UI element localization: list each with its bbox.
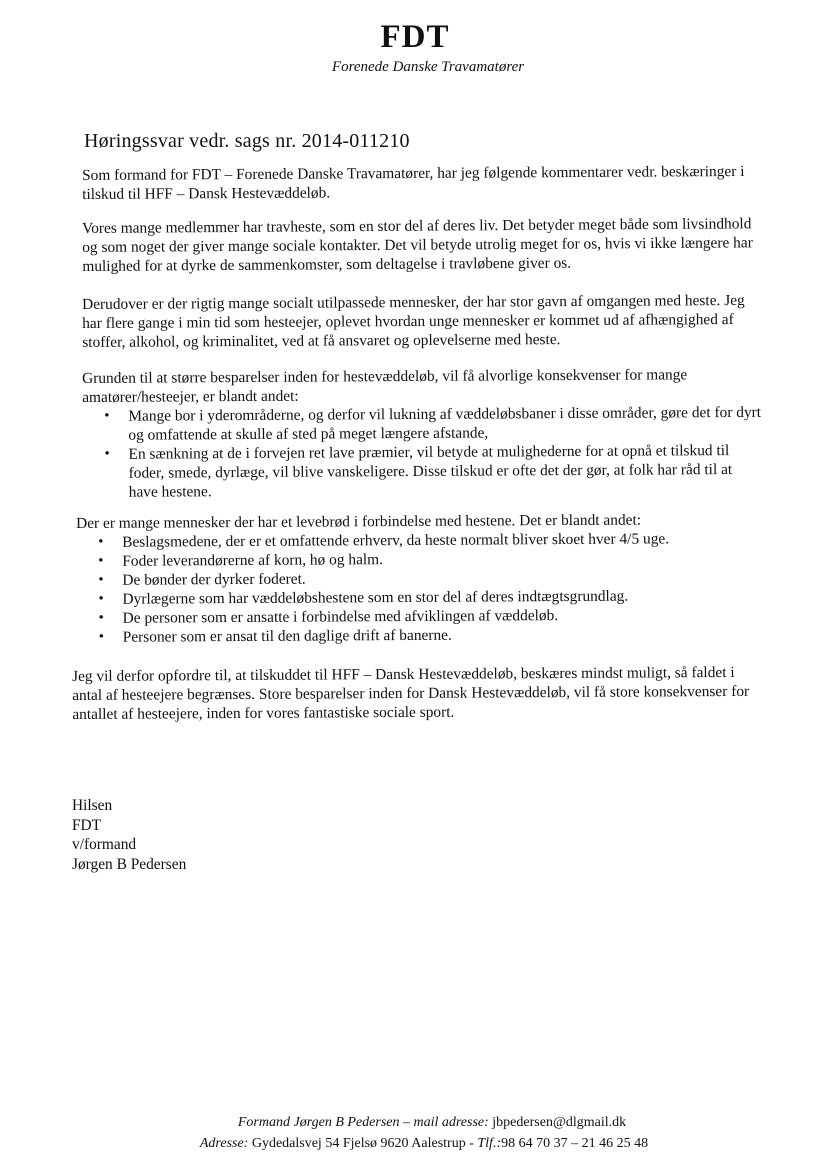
letter-heading: Høringssvar vedr. sags nr. 2014-011210 bbox=[84, 130, 410, 152]
bullet-icon: • bbox=[98, 571, 104, 588]
letterhead-subtitle: Forenede Danske Travamatører bbox=[331, 59, 525, 75]
footer-chairman-label: Formand Jørgen B Pedersen – mail adresse: bbox=[237, 1115, 489, 1130]
bullet-icon: • bbox=[104, 407, 110, 424]
signoff-block bbox=[72, 796, 186, 874]
footer-email: jbpedersen@dlgmail.dk bbox=[492, 1115, 627, 1130]
footer-line-address bbox=[10, 1134, 828, 1154]
list-item bbox=[82, 403, 762, 445]
bullet-icon: • bbox=[98, 628, 105, 645]
list-item-text: Foder leverandørerne af korn, hø og halm. bbox=[122, 551, 384, 570]
list-item-text: Personer som er ansat til den daglige drift af banerne. bbox=[122, 626, 452, 646]
letter-body bbox=[72, 162, 762, 744]
list-item-text: Beslagsmedene, der er et omfattende erhverv, da heste normalt bliver skoet hver 4/5 uge. bbox=[122, 530, 670, 551]
signoff-org: FDT bbox=[72, 816, 102, 834]
social-paragraph: Derudover er der rigtig mange socialt utilpassede mennesker, der har stor gavn af omgangen med heste. Jeg har flere gange i min tid som hesteejer, oplevet hvordan unge mennesker er kommet ud af afhængighed af stoffer, alkohol, og kriminalitet, ved at få ansvaret og oplevelserne med heste. bbox=[82, 291, 745, 351]
letterhead-title: FDT bbox=[380, 19, 450, 55]
list-item-text: Mange bor i yderområderne, og derfor vil lukning af væddeløbsbaner i disse områder, gøre det for dyrt og omfattende at skulle af sted på meget længere afstande, bbox=[128, 403, 762, 444]
members-paragraph: Vores mange medlemmer har travheste, som en stor del af deres liv. Det betyder meget både som livsindhold og som noget der giver mange sociale kontakter. Det vil betyde utrolig meget for os, hvis vi ikke længere har mulighed for at dyrke de sammenkomster, som deltagelse i travløbene giver os. bbox=[82, 215, 753, 275]
footer-phones: 98 64 70 37 – 21 46 25 48 bbox=[501, 1136, 649, 1151]
livelihood-section bbox=[76, 510, 763, 647]
list-item-text: En sænkning at de i forvejen ret lave præmier, vil betyde at mulighederne for at opnå et tilskud til foder, smede, dyrlæge, vil blive vanskeligere. Disse tilskud er ofte det der gør, at folk har råd til at have hestene. bbox=[128, 442, 733, 501]
reasons-intro: Grunden til at større besparelser inden for hestevæddeløb, vil få alvorlige konsekvenser for mange amatører/hesteejer, er blandt andet: bbox=[82, 366, 688, 406]
list-item-text: Dyrlægerne som har væddeløbshestene som en stor del af deres indtægtsgrundlag. bbox=[122, 587, 629, 608]
reasons-list bbox=[82, 403, 763, 502]
reasons-section bbox=[82, 365, 763, 502]
list-item bbox=[77, 624, 763, 647]
signoff-name: Jørgen B Pedersen bbox=[72, 855, 187, 873]
bullet-icon: • bbox=[98, 590, 104, 607]
bullet-icon: • bbox=[104, 445, 110, 462]
signoff-greeting: Hilsen bbox=[72, 797, 113, 814]
signoff-role: v/formand bbox=[72, 836, 137, 853]
intro-paragraph: Som formand for FDT – Forenede Danske Travamatører, har jeg følgende kommentarer vedr. beskæringer i tilskud til HFF – Dansk Hestevæddeløb. bbox=[82, 162, 745, 203]
footer-line-contact bbox=[18, 1113, 828, 1133]
closing-paragraph: Jeg vil derfor opfordre til, at tilskuddet til HFF – Dansk Hestevæddeløb, beskæres mindst muligt, så faldet i antal af hesteejere begrænses. Store besparelser inden for Dansk Hestevæddeløb, vil få store konsekvenser for antallet af hesteejere, inden for vores fantastiske sociale sport. bbox=[72, 663, 750, 723]
livelihood-list bbox=[76, 529, 763, 647]
footer-address-label: Adresse: bbox=[199, 1136, 249, 1151]
bullet-icon: • bbox=[98, 533, 104, 550]
footer-address: Gydedalsvej 54 Fjelsø 9620 Aalestrup - bbox=[251, 1136, 474, 1151]
bullet-icon: • bbox=[98, 609, 104, 626]
list-item bbox=[82, 441, 762, 502]
livelihood-intro: Der er mange mennesker der har et levebrød i forbindelse med hestene. Det er blandt andet: bbox=[76, 511, 642, 532]
list-item-text: De bønder der dyrker foderet. bbox=[122, 570, 306, 589]
list-item-text: De personer som er ansatte i forbindelse med afviklingen af væddeløb. bbox=[122, 607, 559, 627]
bullet-icon: • bbox=[98, 552, 104, 569]
letterhead bbox=[0, 18, 828, 76]
footer-phone-label: Tlf.: bbox=[477, 1136, 502, 1151]
